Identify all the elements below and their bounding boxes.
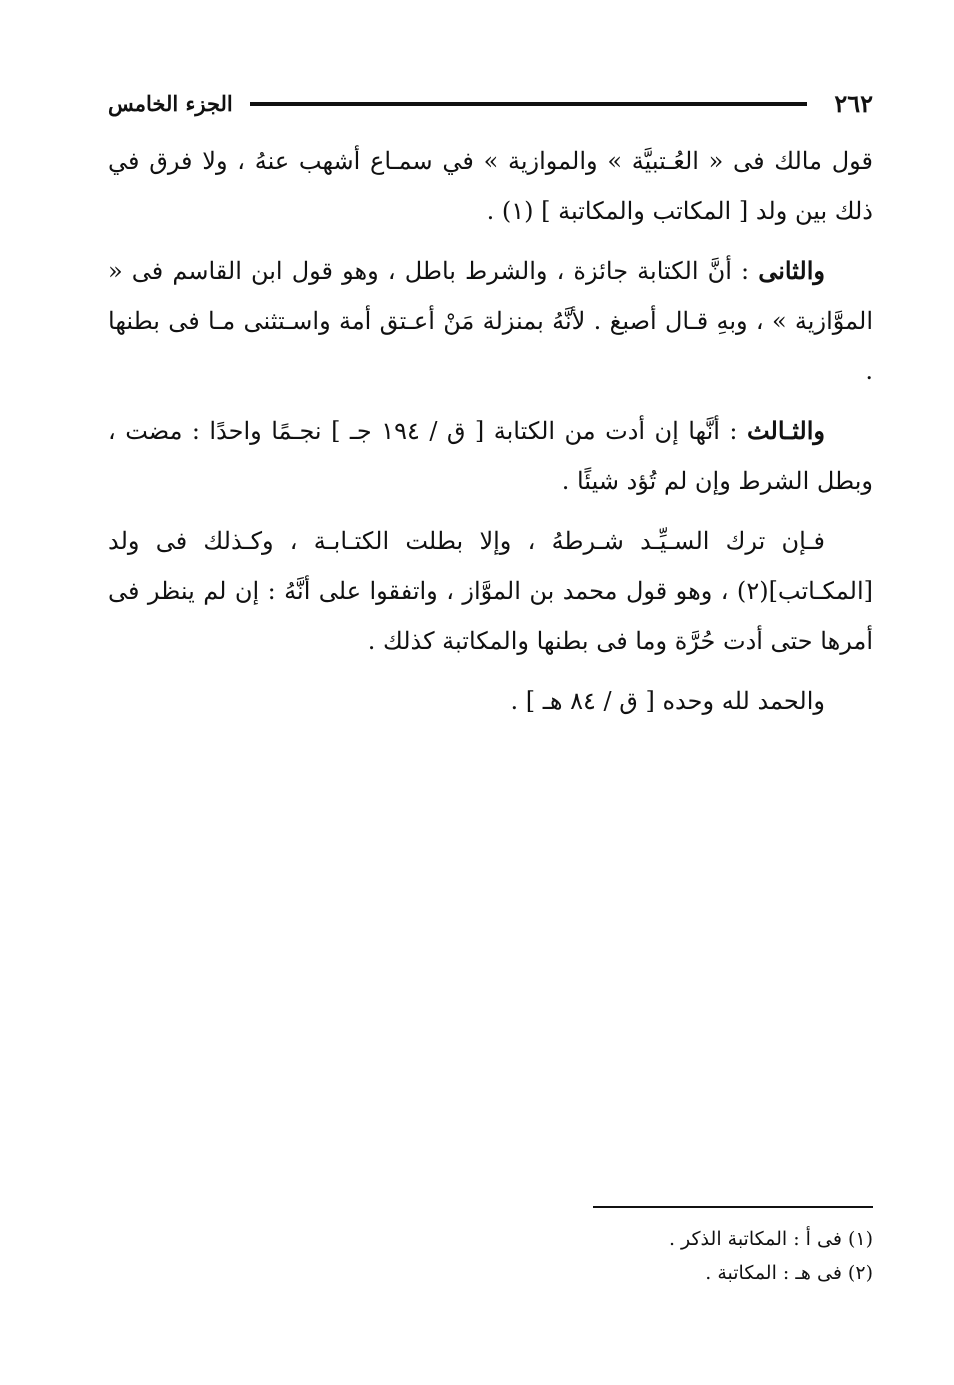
paragraph-2 <box>108 246 873 396</box>
paragraph-text: : أنَّها إن أدت من الكتابة [ ق / ١٩٤ جـ ] نجـمًا واحدًا : مضت ، وبطل الشرط وإن لم تُؤد شيئًا . <box>108 417 873 495</box>
running-title: الجزء الخامس <box>108 91 233 116</box>
paragraph-3 <box>108 406 873 506</box>
page-header <box>108 86 873 122</box>
footnote-2: (٢) فى هـ : المكاتبة . <box>705 1262 873 1284</box>
body-text <box>108 136 873 736</box>
paragraph-text: فـإن ترك السـيِّـد شـرطهُ ، وإلا بطلت الكتـابـة ، وكـذلك فى ولد [المكـاتب](٢) ، وهو قول محمد بن الموَّاز ، واتفقوا على أنَّهُ : إن لم ينظر فى أمرها حتى أدت حُرَّة وما فى بطنها والمكاتبة كذلك . <box>108 527 873 655</box>
paragraph-lead: والثانى <box>758 256 825 285</box>
paragraph-1 <box>108 136 873 236</box>
paragraph-lead: والثـالث <box>746 416 826 445</box>
footnote-1: (١) فى أ : المكاتبة الذكر . <box>668 1228 873 1250</box>
paragraph-5 <box>108 676 873 726</box>
footnote-rule <box>593 1206 873 1208</box>
paragraph-4 <box>108 516 873 666</box>
footnotes <box>108 1206 873 1290</box>
paragraph-text: : أنَّ الكتابة جائزة ، والشرط باطل ، وهو قول ابن القاسم فى « الموَّازية » ، وبهِ قـال أصبغ . لأنَّهُ بمنزلة مَنْ أعـتق أمة واسـتثنى مـا فى بطنها . <box>108 257 873 385</box>
paragraph-text: قول مالك فى « العُـتبيَّة » والموازية » في سمـاع أشهب عنهُ ، ولا فرق في ذلك بين ولد [ المكاتب والمكاتبة ] (١) . <box>108 147 873 225</box>
page-number: ٢٦٢ <box>834 89 873 118</box>
header-rule <box>250 102 807 106</box>
paragraph-text: والحمد لله وحده [ ق / ٨٤ هـ ] . <box>510 687 825 715</box>
